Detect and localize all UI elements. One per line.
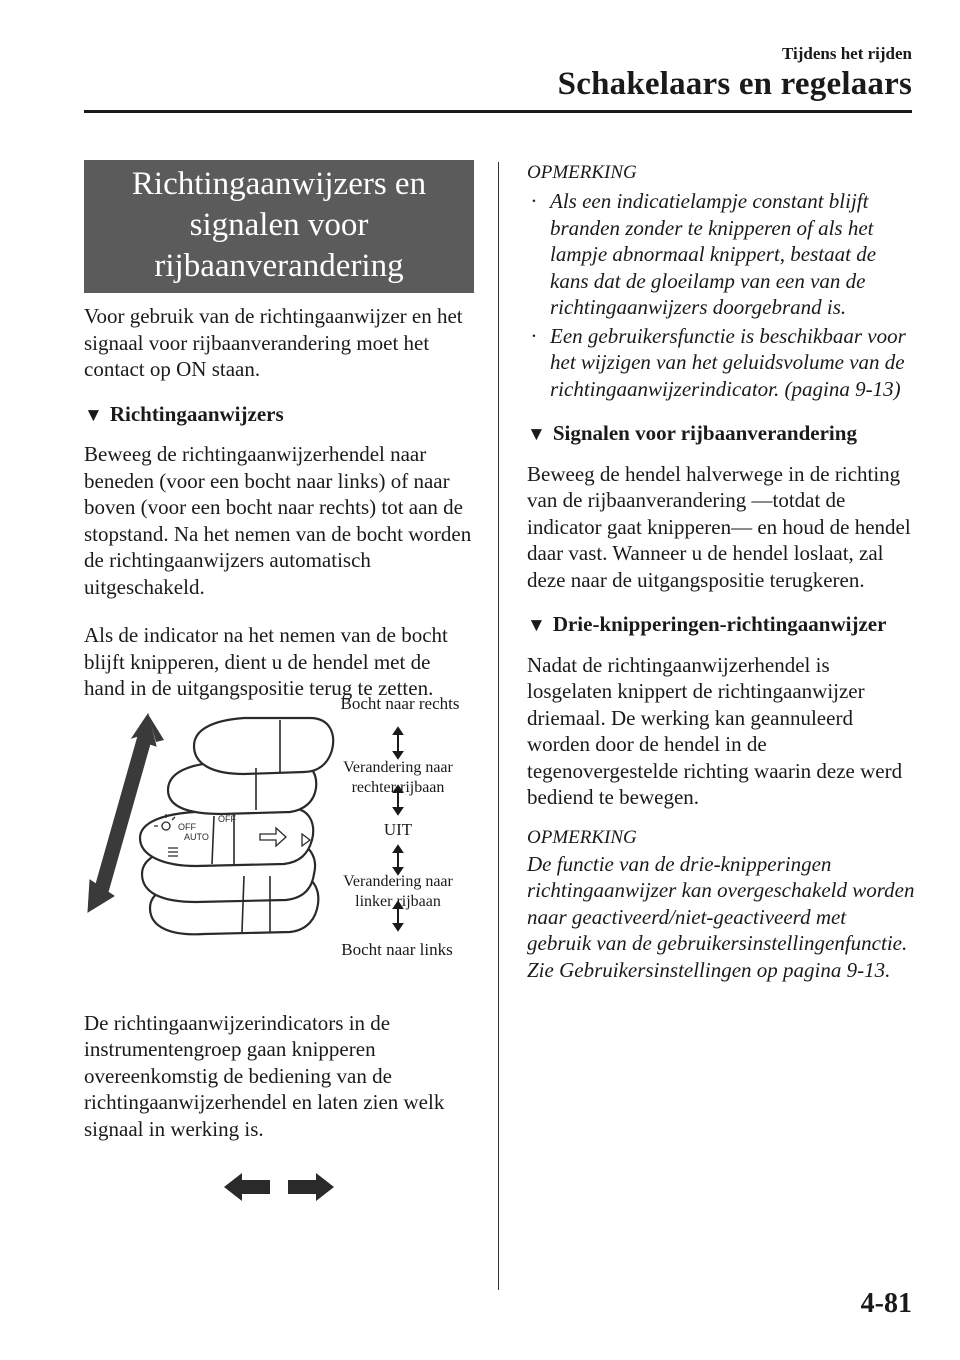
column-divider — [498, 162, 499, 1290]
label-line: Verandering naar — [343, 758, 453, 776]
bullet-triangle-icon: ▼ — [84, 404, 103, 426]
header-chapter: Tijdens het rijden — [781, 44, 912, 63]
bullet-dot-icon: · — [531, 323, 537, 348]
note-text: De functie van de drie-knipperingen richtingaanwijzer kan overgeschakeld worden naar geactiveerd/niet-geactiveerd met gebruik van de gebruikersinstellingenfunctie. Zie Gebruikersinstellingen op pagina 9-13. — [527, 851, 915, 982]
label-right-turn: Bocht naar rechts — [340, 693, 460, 713]
header-section-title: Schakelaars en regelaars — [557, 66, 912, 102]
note-bullet — [527, 323, 915, 403]
right-column — [527, 160, 915, 983]
label-lane-change-left — [328, 872, 468, 912]
stalk-text-off1: OFF — [178, 821, 196, 832]
note-bullet — [527, 188, 915, 321]
label-lane-change-right — [328, 758, 468, 798]
turn-signal-lever-figure — [84, 693, 474, 998]
bullet-triangle-icon: ▼ — [527, 424, 546, 445]
section-title-box — [84, 160, 474, 293]
subsection-heading — [84, 401, 474, 430]
right-arrow-icon[interactable] — [286, 1172, 334, 1202]
title-line: rijbaanverandering — [154, 248, 404, 284]
subsection-title: Richtingaanwijzers — [109, 401, 284, 426]
intro-paragraph: Voor gebruik van de richtingaanwijzer en het signaal voor rijbaanverandering moet het contact op ON staan. — [84, 304, 463, 381]
subsection-heading — [527, 611, 915, 640]
bullet-triangle-icon: ▼ — [527, 615, 546, 636]
label-line: rechter rijbaan — [351, 778, 445, 796]
subsection-heading — [527, 420, 915, 449]
page-navigation — [224, 1172, 334, 1202]
paragraph: Beweeg de richtingaanwijzerhendel naar beneden (voor een bocht naar links) of naar boven (voor een bocht naar rechts) tot aan de stopstand. Na het nemen van de bocht worden de richtingaanwijzers automatisch uitgeschakeld. — [84, 442, 472, 599]
stalk-positions — [140, 718, 333, 934]
bullet-dot-icon: · — [531, 189, 537, 213]
page-number: 4-81 — [860, 1288, 912, 1319]
note-bullet-text: Als een indicatielampje constant blijft branden zonder te knipperen of als het lampje abnormaal knippert, bestaat de kans dat de gloeilamp van een van de richtingaanwijzers doorgebrand is. — [550, 189, 877, 319]
stalk-text-auto: AUTO — [184, 831, 209, 842]
paragraph: De richtingaanwijzerindicators in de instrumentengroep gaan knipperen overeenkomstig de bediening van de richtingaanwijzerhendel en laten zien welk signaal in werking is. — [84, 1010, 445, 1141]
title-line: Richtingaanwijzers en — [131, 166, 427, 202]
label-line: linker rijbaan — [355, 892, 441, 910]
left-arrow-icon[interactable] — [224, 1172, 272, 1202]
note-heading: OPMERKING — [527, 826, 637, 848]
subsection-title: Drie-knipperingen-richtingaanwijzer — [552, 612, 887, 636]
stalk-text-off2: OFF — [218, 813, 236, 824]
subsection-title: Signalen voor rijbaanverandering — [552, 421, 857, 445]
title-line: signalen voor — [189, 207, 369, 243]
left-column — [84, 160, 474, 1142]
paragraph: Nadat de richtingaanwijzerhendel is losgelaten knippert de richtingaanwijzer driemaal. De werking kan geannuleerd worden door de hendel in de tegenovergestelde richting waarin deze werd bediend te bewegen. — [527, 652, 903, 809]
note-bullet-text: Een gebruikersfunctie is beschikbaar voor het wijzigen van het geluidsvolume van de richtingaanwijzerindicator. (pagina 9-13) — [550, 323, 906, 401]
label-off: UIT — [383, 819, 413, 839]
label-line: Verandering naar — [343, 872, 453, 890]
paragraph: Als de indicator na het nemen van de bocht blijft knipperen, dient u de hendel met de hand in de uitgangspositie terug te zetten. — [84, 623, 448, 700]
paragraph: Beweeg de hendel halverwege in de richting van de rijbaanverandering ―totdat de indicator gaat knipperen― en houd de hendel daar vast. Wanneer u de hendel loslaat, zal deze naar de uitgangspositie terugkeren. — [527, 461, 911, 592]
header-rule — [84, 110, 912, 113]
note-heading: OPMERKING — [527, 162, 637, 183]
label-left-turn: Bocht naar links — [341, 939, 453, 959]
